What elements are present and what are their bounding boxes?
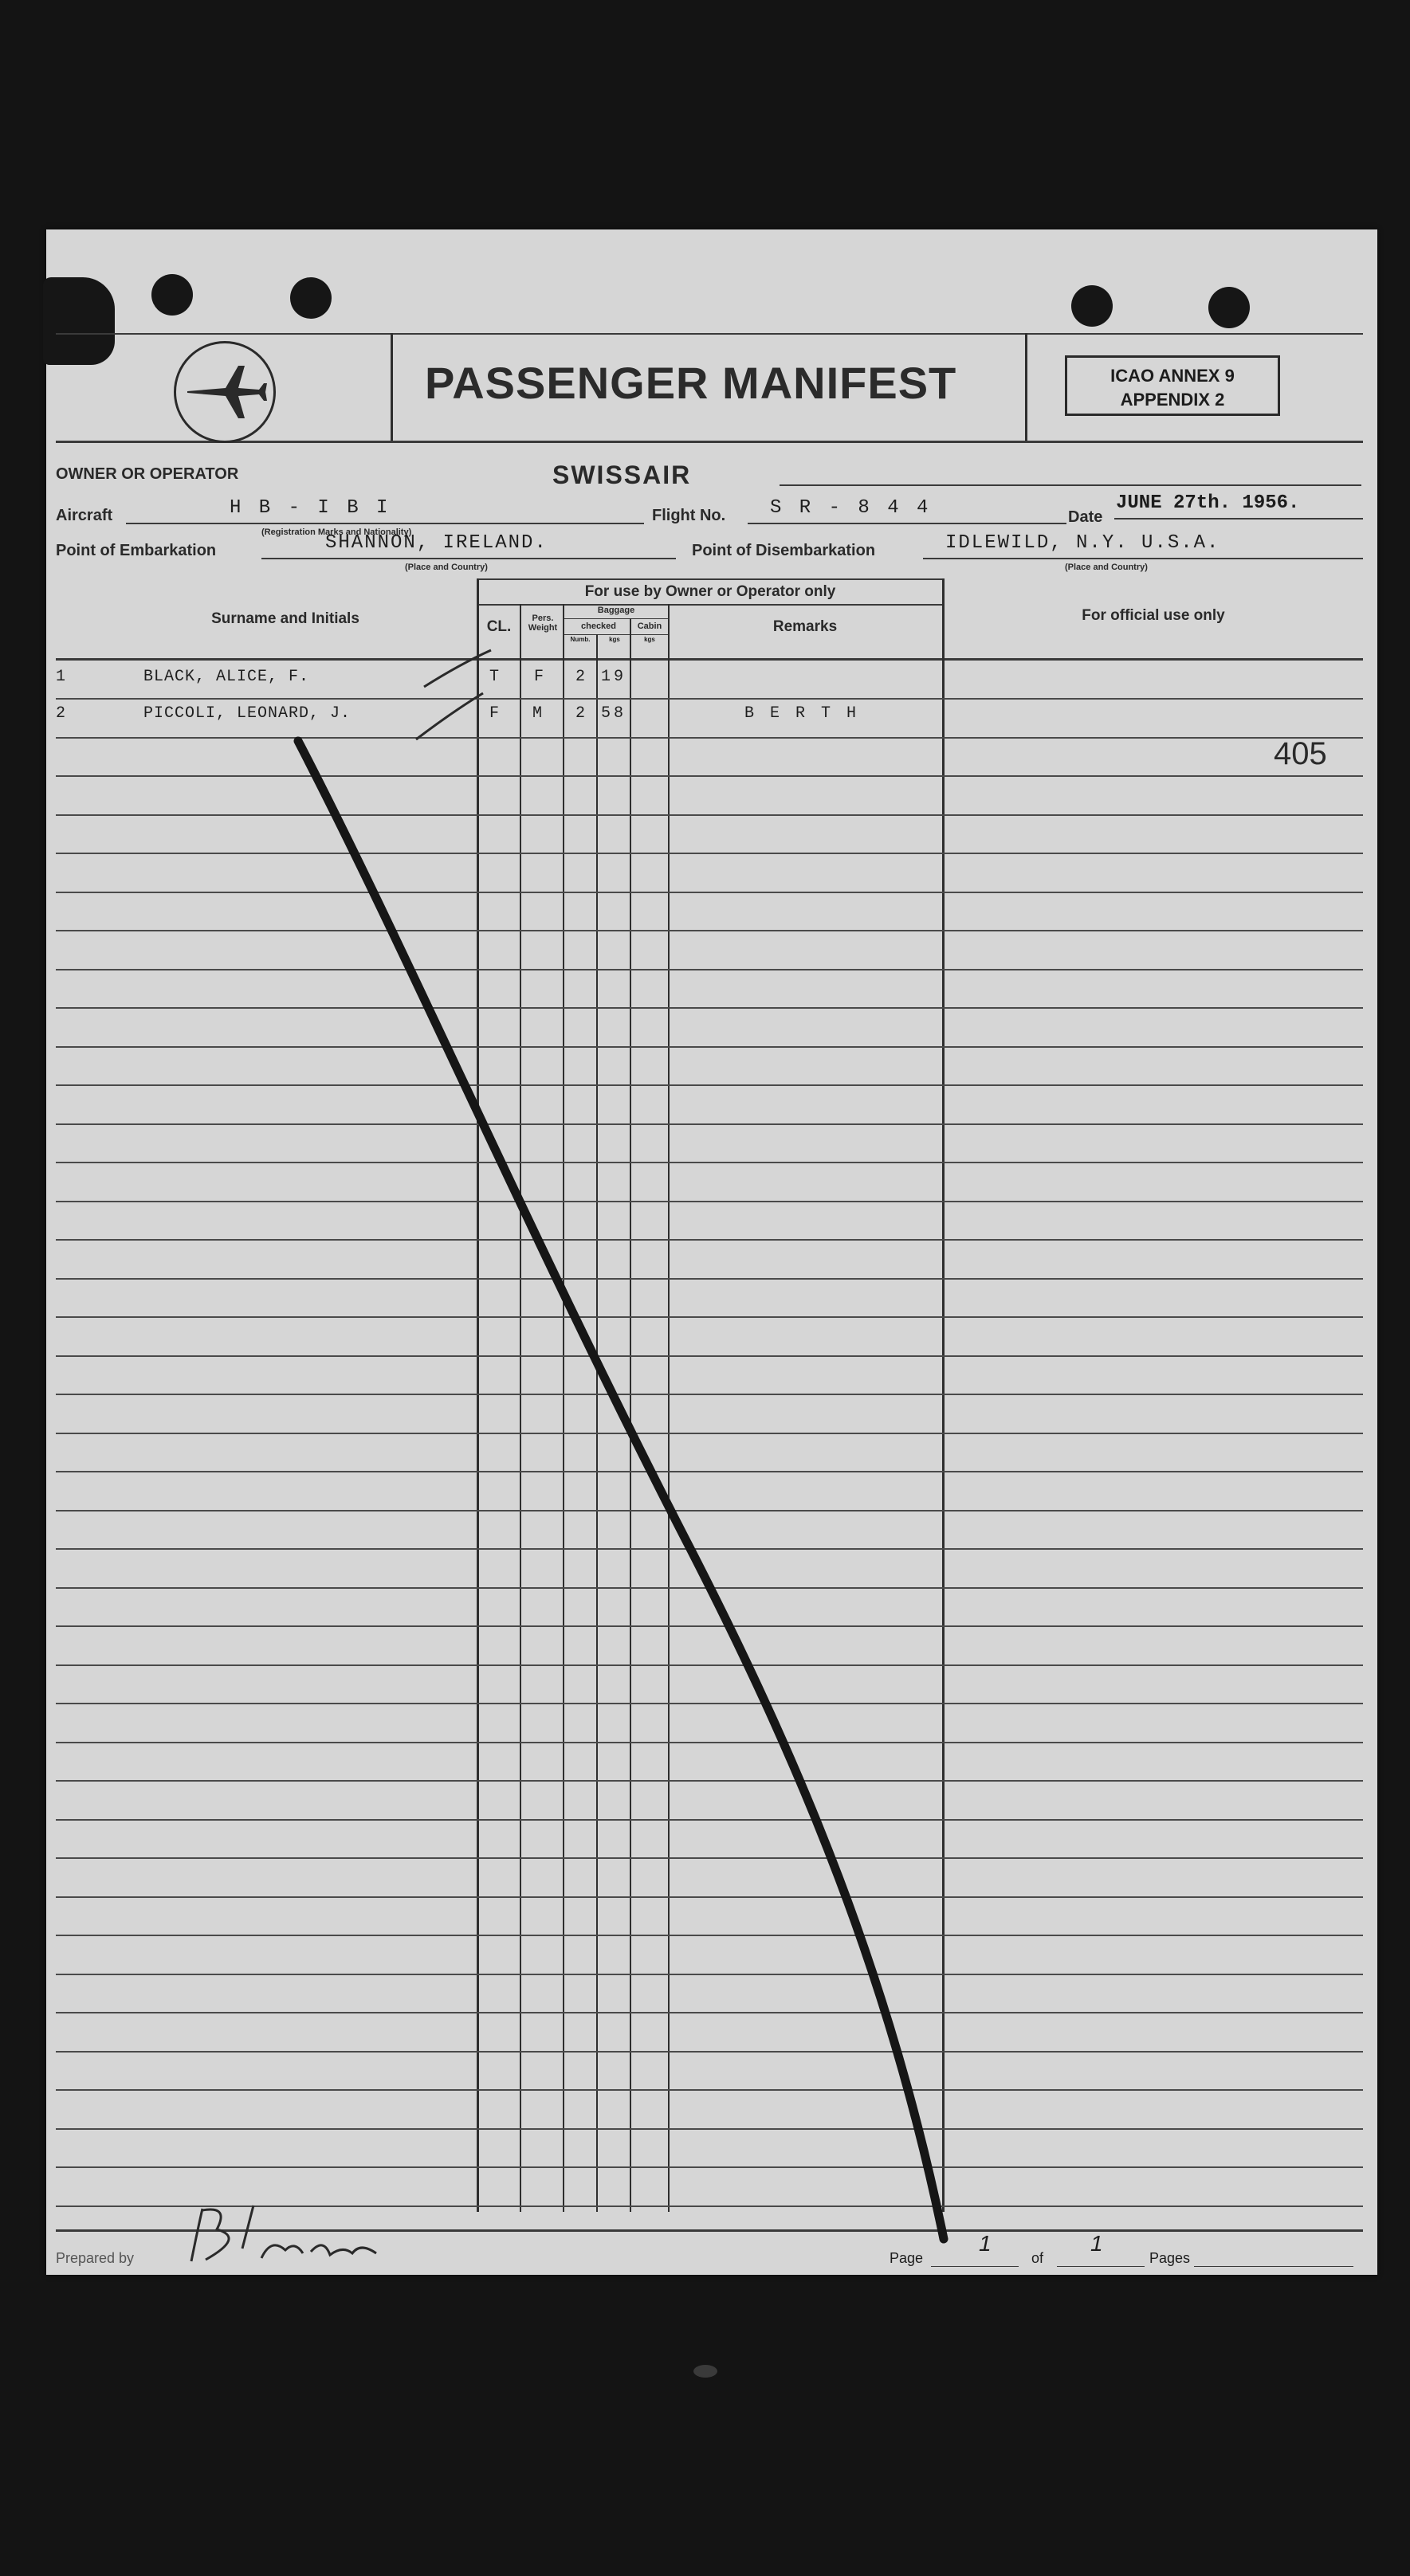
disembarkation-label: Point of Disembarkation — [692, 542, 876, 559]
embarkation-note: (Place and Country) — [405, 563, 488, 572]
row1-name: BLACK, ALICE, F. — [143, 668, 310, 686]
col-numb: Numb. — [570, 636, 591, 643]
icao-annex: ICAO ANNEX 9 — [1110, 366, 1235, 386]
col-class: CL. — [486, 618, 512, 635]
cancel-stroke — [298, 741, 944, 2239]
manifest-sheet — [46, 229, 1377, 2275]
watermark-mark — [693, 2365, 717, 2378]
embarkation-label: Point of Embarkation — [56, 542, 217, 559]
disembarkation-value: IDLEWILD, N.Y. U.S.A. — [945, 532, 1220, 554]
col-pers-line1: Pers. — [532, 614, 554, 623]
row1-class: T — [489, 668, 503, 686]
owner-use-heading: For use by Owner or Operator only — [584, 583, 836, 600]
date-value: JUNE 27th. 1956. — [1116, 492, 1300, 514]
handwriting-overlay — [46, 229, 1377, 2275]
owner-value: SWISSAIR — [552, 461, 692, 489]
row2-kgs: 58 — [601, 704, 627, 723]
row1-kgs: 19 — [601, 668, 627, 686]
pages-value: 1 — [1090, 2231, 1103, 2256]
row1-number: 1 — [56, 668, 67, 686]
row1-bags: 2 — [575, 668, 589, 686]
aircraft-note: (Registration Marks and Nationality) — [261, 527, 412, 537]
flight-value: S R - 8 4 4 — [770, 497, 932, 519]
col-cabin: Cabin — [637, 621, 662, 631]
signature — [191, 2205, 376, 2261]
col-surname: Surname and Initials — [211, 610, 359, 627]
pages-label: Pages — [1149, 2250, 1191, 2266]
flight-label: Flight No. — [652, 507, 726, 524]
disembarkation-note: (Place and Country) — [1065, 563, 1148, 572]
row2-class: F — [489, 704, 503, 723]
col-remarks: Remarks — [772, 618, 838, 635]
aircraft-label: Aircraft — [56, 507, 113, 524]
date-label: Date — [1068, 508, 1103, 526]
row2-number: 2 — [56, 704, 67, 723]
row2-weight: M — [532, 704, 546, 723]
form-title: PASSENGER MANIFEST — [425, 358, 957, 408]
embarkation-value: SHANNON, IRELAND. — [325, 532, 548, 554]
col-pers-line2: Weight — [528, 623, 558, 633]
official-note: 405 — [1274, 736, 1327, 771]
check-mark — [416, 693, 483, 739]
icao-appendix: APPENDIX 2 — [1120, 390, 1225, 410]
col-baggage: Baggage — [597, 606, 635, 615]
col-official: For official use only — [1082, 607, 1225, 624]
row1-weight: F — [534, 668, 548, 686]
col-kgs-cabin: kgs — [644, 636, 655, 643]
page-value: 1 — [979, 2231, 992, 2256]
page-label: Page — [890, 2250, 924, 2266]
check-mark — [424, 650, 491, 687]
of-label: of — [1031, 2250, 1044, 2266]
row2-bags: 2 — [575, 704, 589, 723]
col-kgs-checked: kgs — [609, 636, 620, 643]
row2-remarks: B E R T H — [744, 704, 860, 723]
row2-name: PICCOLI, LEONARD, J. — [143, 704, 352, 723]
prepared-by-label: Prepared by — [56, 2250, 135, 2266]
owner-label: OWNER OR OPERATOR — [56, 465, 239, 483]
col-checked: checked — [580, 621, 617, 631]
aircraft-value: H B - I B I — [230, 497, 391, 519]
